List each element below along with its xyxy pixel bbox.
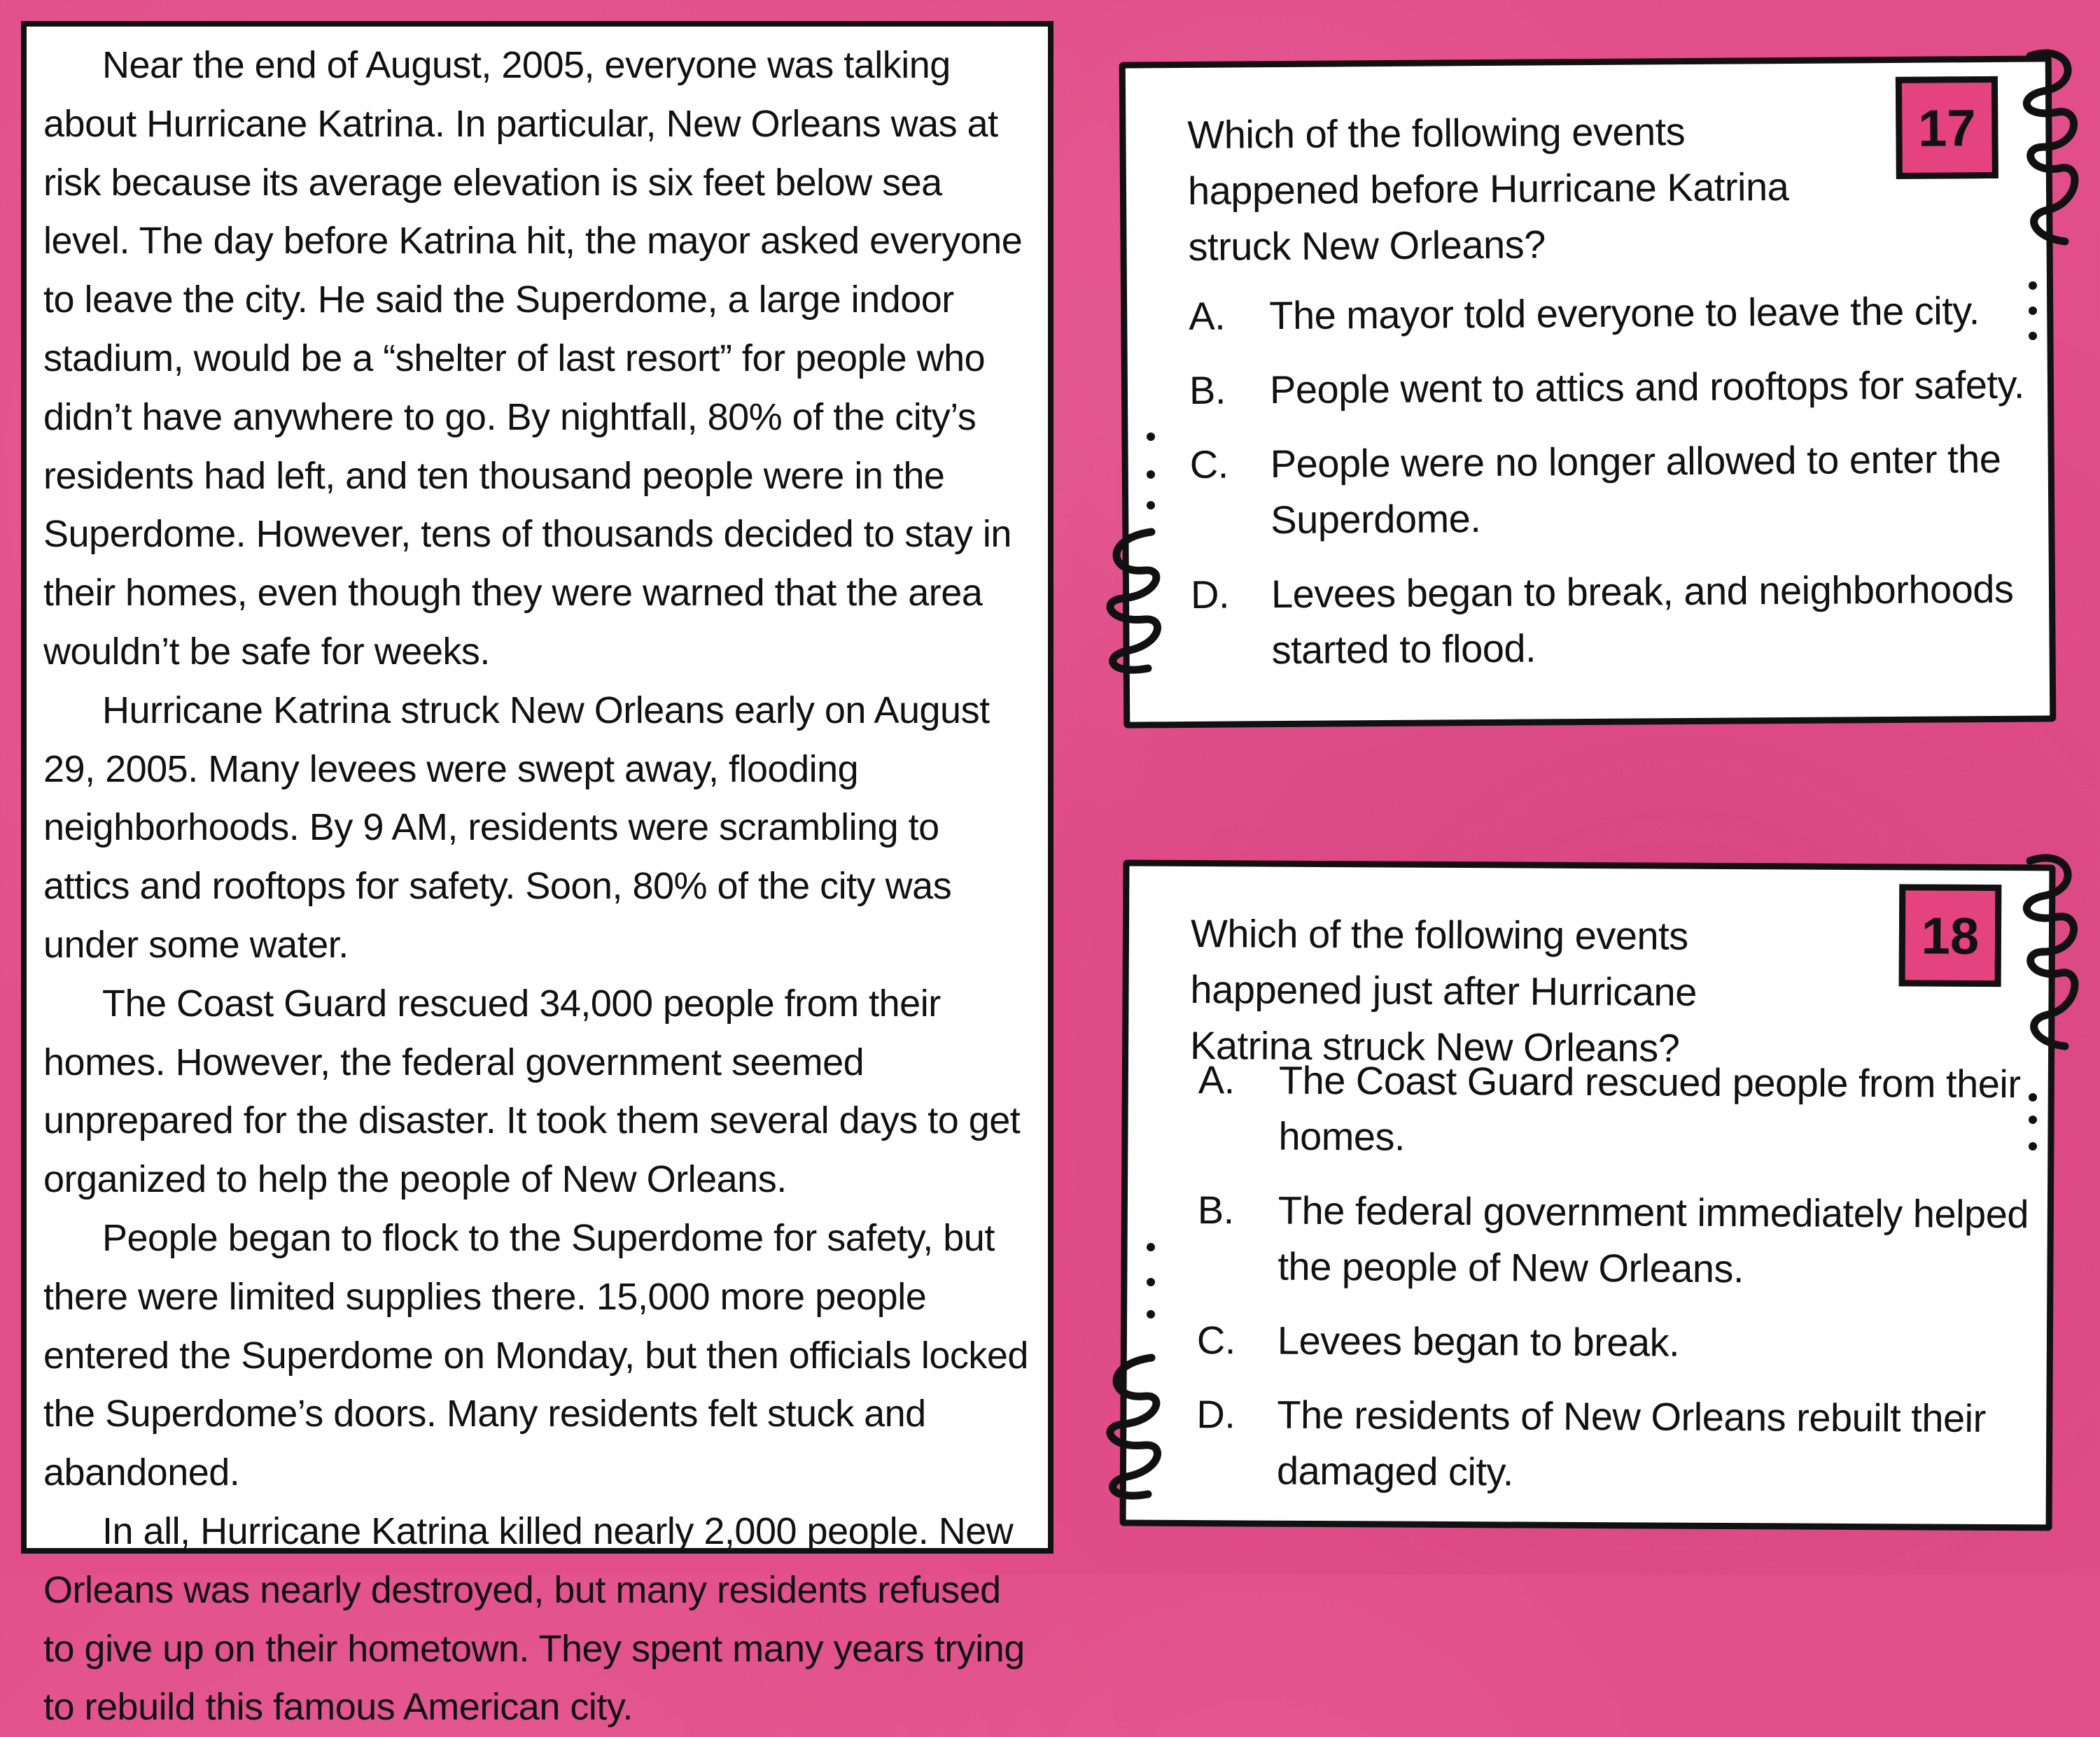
passage-paragraph-4: People began to flock to the Superdome for safety, but there were limited supplies there. 15,000 more people entered the Superdome on Monday, but then officials locked the Superdome’s doors. Many residents felt stuck and abandoned. (43, 1216, 1028, 1494)
decorative-dot-icon (2029, 1116, 2037, 1124)
question-number-badge: 18 (1899, 884, 2002, 987)
option-text: Levees began to break, and neighborhoods started to flood. (1270, 566, 2014, 673)
answer-options (1196, 1052, 2038, 1521)
swirl-doodle-icon (1096, 518, 1172, 679)
decorative-dot-icon (1147, 433, 1155, 441)
option-letter: A. (1198, 1057, 1235, 1102)
decorative-dot-icon (2029, 281, 2037, 290)
reading-passage (21, 21, 1054, 1729)
option-letter: B. (1189, 367, 1226, 412)
decorative-dot-icon (1147, 501, 1155, 509)
option-letter: D. (1190, 572, 1230, 617)
question-number-badge: 17 (1896, 76, 1998, 179)
option-letter: C. (1189, 442, 1228, 486)
option-text: The Coast Guard rescued people from their homes. (1278, 1057, 2021, 1159)
answer-option-a[interactable] (1198, 1052, 2038, 1168)
decorative-dot-icon (1147, 1243, 1155, 1251)
option-text: Levees began to break. (1277, 1318, 1680, 1365)
passage-paragraph-3: The Coast Guard rescued 34,000 people from their homes. However, the federal government seemed unprepared for the disaster. It took them several days to get organized to help the people of New Orleans. (43, 982, 1021, 1201)
question-text: Which of the following events happened just after Hurricane Katrina struck New Orleans? (1189, 911, 1697, 1070)
question-card-18 (1120, 860, 2056, 1531)
swirl-doodle-icon (2016, 42, 2086, 252)
answer-options (1189, 283, 2031, 697)
decorative-dot-icon (2029, 307, 2037, 315)
decorative-dot-icon (1147, 1310, 1155, 1318)
answer-option-d[interactable] (1191, 561, 2031, 679)
option-letter: D. (1196, 1392, 1236, 1437)
decorative-dot-icon (1147, 470, 1155, 479)
question-card-17 (1119, 55, 2057, 728)
decorative-dot-icon (2029, 332, 2037, 340)
answer-option-c[interactable] (1197, 1312, 2037, 1372)
option-letter: B. (1197, 1188, 1234, 1232)
passage-paragraph-2: Hurricane Katrina struck New Orleans early on August 29, 2005. Many levees were swept away, flooding neighborhoods. By 9 AM, residents were scrambling to attics and rooftops for safety. Soon, 80% of the city was under some water. (43, 689, 990, 966)
swirl-doodle-icon (1096, 1344, 1172, 1505)
answer-option-a[interactable] (1189, 283, 2029, 344)
option-letter: C. (1196, 1318, 1236, 1363)
option-text: The federal government immediately helped the people of New Orleans. (1278, 1188, 2029, 1291)
option-text: People went to attics and rooftops for safety. (1269, 362, 2025, 412)
decorative-dot-icon (2029, 1142, 2037, 1151)
question-text: Which of the following events happened before Hurricane Katrina struck New Orleans? (1187, 109, 1789, 269)
option-letter: A. (1189, 293, 1226, 338)
passage-paragraph-5: In all, Hurricane Katrina killed nearly 2,000 people. New Orleans was nearly destroyed, but many residents refused to give up on their hometown. They spent many years trying to rebuild this famous American city. (43, 1510, 1025, 1729)
decorative-dot-icon (1147, 1278, 1155, 1286)
passage-paragraph-1: Near the end of August, 2005, everyone was talking about Hurricane Katrina. In particular, New Orleans was at risk because its average elevation is six feet below sea level. The day before Katrina hit, the mayor asked everyone to leave the city. He said the Superdome, a large indoor stadium, would be a “shelter of last resort” for people who didn’t have anywhere to go. By nightfall, 80% of the city’s residents had left, and ten thousand people were in the Superdome. However, tens of thousands decided to stay in their homes, even though they were warned that the area wouldn’t be safe for weeks. (43, 44, 1023, 673)
answer-option-d[interactable] (1196, 1386, 2037, 1503)
decorative-dot-icon (2029, 1093, 2037, 1102)
option-text: The mayor told everyone to leave the city. (1269, 288, 1980, 338)
answer-option-b[interactable] (1197, 1182, 2038, 1298)
answer-option-c[interactable] (1189, 431, 2030, 549)
answer-option-b[interactable] (1189, 357, 2030, 419)
option-text: The residents of New Orleans rebuilt their damaged city. (1276, 1392, 1986, 1494)
swirl-doodle-icon (2016, 847, 2086, 1057)
option-text: People were no longer allowed to enter the Superdome. (1270, 436, 2001, 542)
